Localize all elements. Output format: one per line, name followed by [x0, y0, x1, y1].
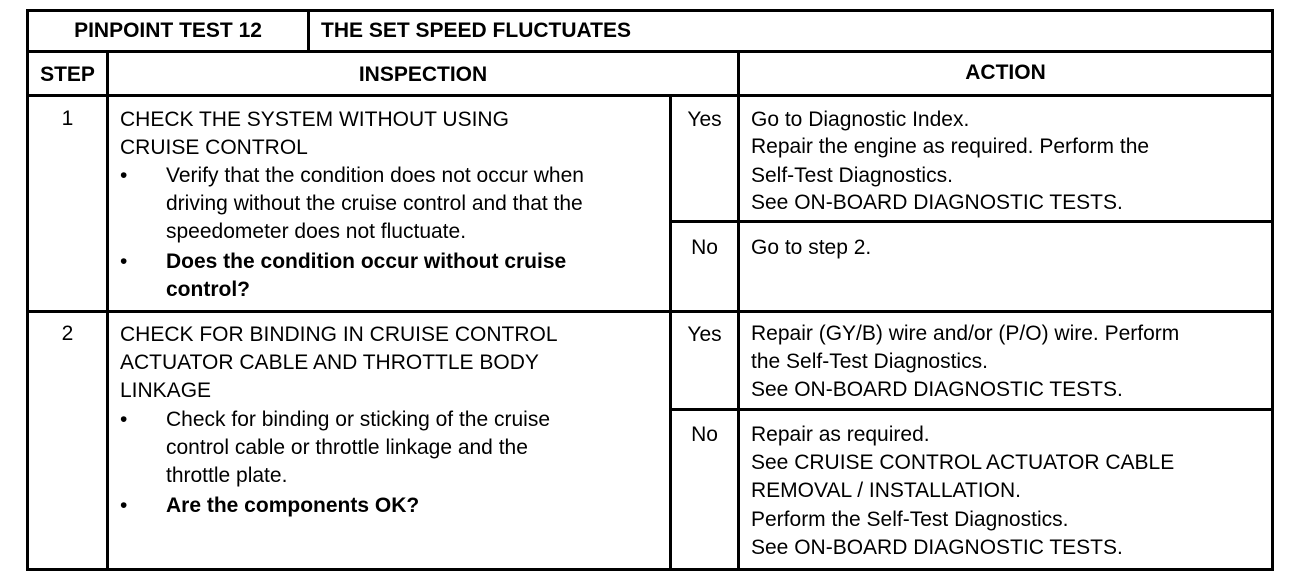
step-number: 1	[61, 107, 74, 130]
inspection-bullet-line: speedometer does not fluctuate.	[166, 220, 467, 243]
action-line: See ON-BOARD DIAGNOSTIC TESTS.	[751, 378, 1123, 401]
step-column-border	[106, 50, 109, 568]
bullet-icon: •	[120, 164, 128, 187]
column-header-divider	[29, 94, 1271, 97]
inspection-bullet-line: Verify that the condition does not occur when	[166, 164, 584, 187]
step-number: 2	[61, 322, 74, 345]
action-line: Self-Test Diagnostics.	[751, 164, 953, 187]
action-line: See CRUISE CONTROL ACTUATOR CABLE	[751, 451, 1175, 474]
inspection-bullet-line: control cable or throttle linkage and the	[166, 436, 528, 459]
action-line: Go to step 2.	[751, 236, 872, 259]
action-line: Repair (GY/B) wire and/or (P/O) wire. Perform	[751, 322, 1180, 345]
column-header-inspection: INSPECTION	[358, 63, 488, 86]
inspection-question-line: control?	[166, 278, 250, 301]
bullet-icon: •	[120, 408, 128, 431]
step-divider	[29, 310, 1271, 313]
column-header-step: STEP	[40, 63, 95, 86]
test-id: PINPOINT TEST 12	[74, 19, 262, 42]
inspection-question-line: Are the components OK?	[166, 494, 420, 517]
action-line: Perform the Self-Test Diagnostics.	[751, 508, 1069, 531]
action-line: REMOVAL / INSTALLATION.	[751, 479, 1021, 502]
action-line: Repair the engine as required. Perform the	[751, 135, 1150, 158]
no-label: No	[691, 423, 718, 446]
bullet-icon: •	[120, 250, 128, 273]
pinpoint-test-table	[26, 9, 1274, 571]
step2-yes-no-divider	[669, 408, 1271, 411]
action-column-border	[737, 50, 740, 568]
yes-label: Yes	[687, 323, 722, 346]
inspection-heading-line: CRUISE CONTROL	[120, 136, 308, 159]
action-line: See ON-BOARD DIAGNOSTIC TESTS.	[751, 536, 1123, 559]
inspection-heading-line: CHECK THE SYSTEM WITHOUT USING	[120, 108, 509, 131]
action-line: the Self-Test Diagnostics.	[751, 350, 988, 373]
header-split	[307, 12, 310, 50]
yes-label: Yes	[687, 108, 722, 131]
inspection-bullet-line: driving without the cruise control and that the	[166, 192, 583, 215]
column-header-action: ACTION	[965, 61, 1046, 84]
header-divider	[29, 50, 1271, 53]
test-title: THE SET SPEED FLUCTUATES	[321, 19, 631, 42]
action-line: Repair as required.	[751, 423, 930, 446]
inspection-heading-line: ACTUATOR CABLE AND THROTTLE BODY	[120, 351, 539, 374]
action-line: Go to Diagnostic Index.	[751, 108, 970, 131]
action-line: See ON-BOARD DIAGNOSTIC TESTS.	[751, 191, 1123, 214]
inspection-bullet-line: Check for binding or sticking of the cruise	[166, 408, 551, 431]
inspection-heading-line: LINKAGE	[120, 379, 212, 402]
no-label: No	[691, 236, 718, 259]
inspection-question-line: Does the condition occur without cruise	[166, 250, 567, 273]
step1-yes-no-divider	[669, 220, 1271, 223]
inspection-bullet-line: throttle plate.	[166, 464, 288, 487]
bullet-icon: •	[120, 494, 128, 517]
inspection-heading-line: CHECK FOR BINDING IN CRUISE CONTROL	[120, 323, 558, 346]
